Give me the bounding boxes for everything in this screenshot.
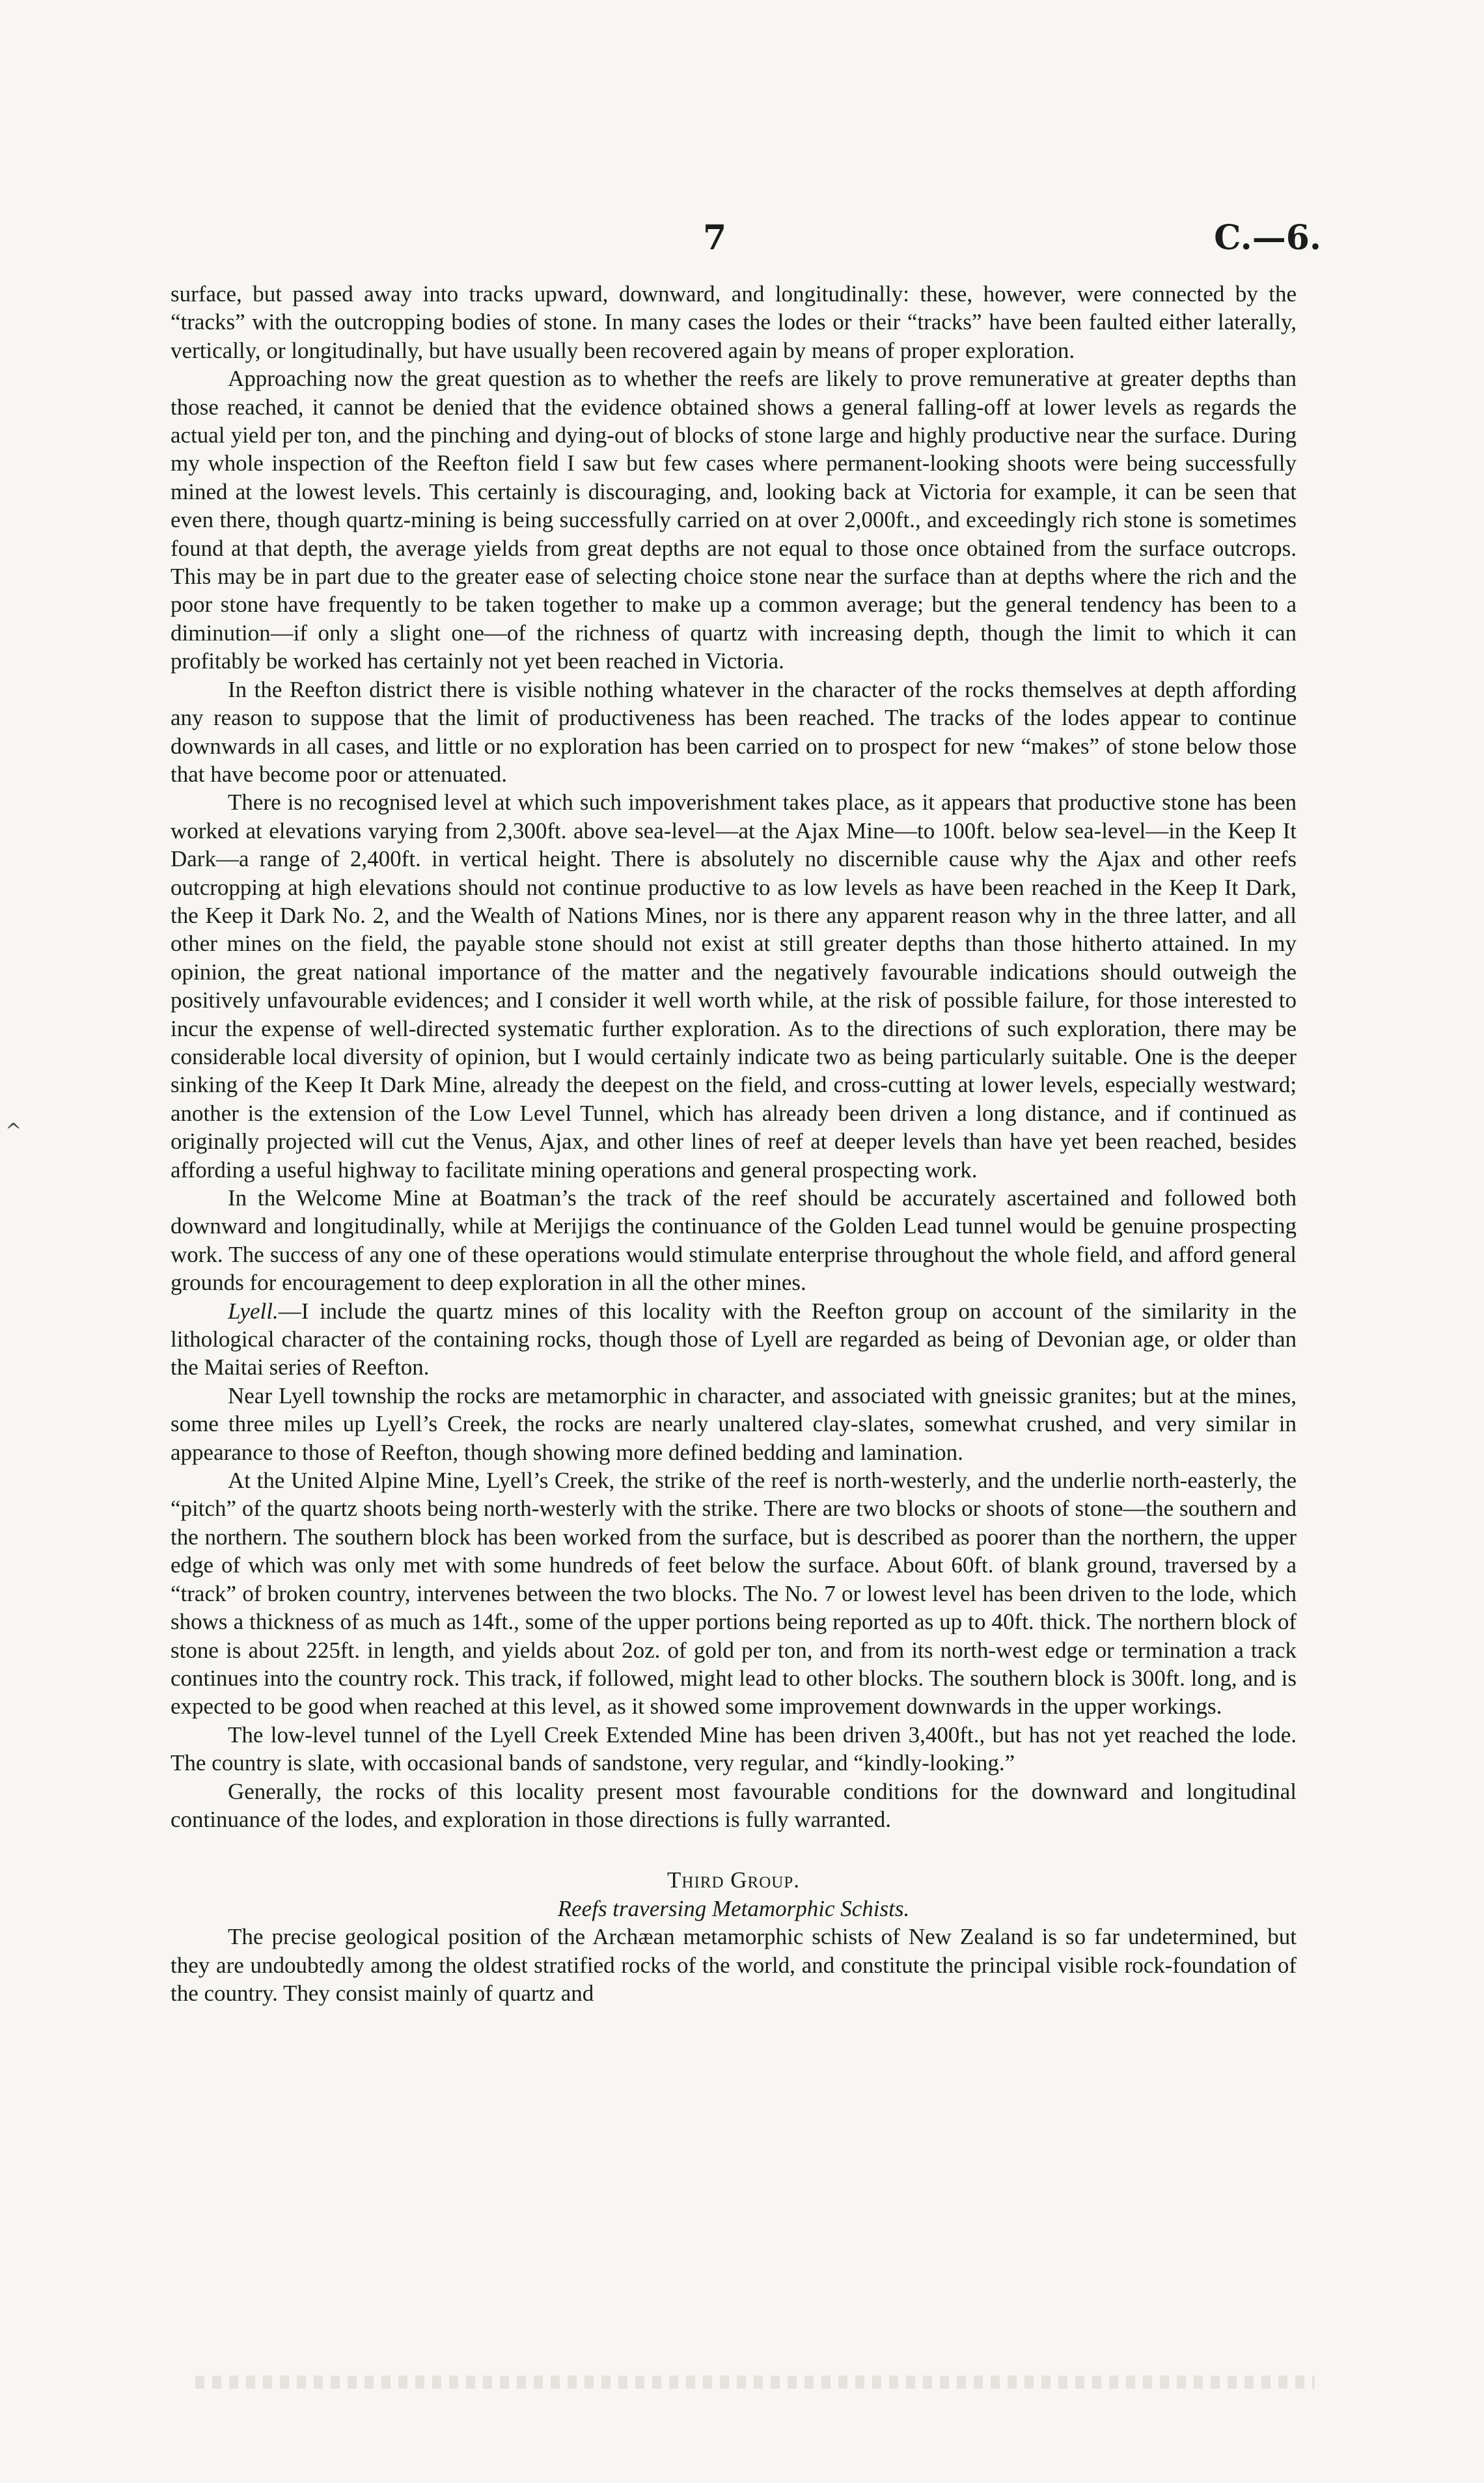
document-code: C.—6. (1214, 218, 1321, 258)
body-text (171, 280, 1297, 2007)
paragraph: At the United Alpine Mine, Lyell’s Creek, the strike of the reef is north-westerly, and the underlie north-easterly, the “pitch” of the quartz shoots being north-westerly with the strike. There are two blocks or shoots of stone—the southern and the northern. The southern block has been worked from the surface, but is described as poorer than the northern, the upper edge of which was only met with some hundreds of feet below the surface. About 60ft. of blank ground, traversed by a “track” of broken country, intervenes between the two blocks. The No. 7 or lowest level has been driven to the lode, which shows a thickness of as much as 14ft., some of the upper portions being reported as up to 40ft. thick. The northern block of stone is about 225ft. in length, and yields about 2oz. of gold per ton, and from its north-west edge or termination a track continues into the country rock. This track, if followed, might lead to other blocks. The southern block is 300ft. long, and is expected to be good when reached at this level, as it showed some improvement downwards in the upper workings. (171, 1468, 1297, 1720)
page-header (0, 218, 1484, 264)
bleed-through-artifact (195, 2376, 1315, 2389)
paragraph: There is no recognised level at which such impoverishment takes place, as it appears that productive stone has been worked at elevations varying from 2,300ft. above sea-level—at the Ajax Mine—to 100ft. below sea-level—in the Keep It Dark—a range of 2,400ft. in vertical height. There is absolutely no discernible cause why the Ajax and other reefs outcropping at high elevations should not continue productive to as low levels as have been reached in the Keep It Dark, the Keep it Dark No. 2, and the Wealth of Nations Mines, nor is there any apparent reason why in the three latter, and all other mines on the field, the payable stone should not exist at still greater depths than those hitherto attained. In my opinion, the great national importance of the matter and the negatively favourable indications should outweigh the positively unfavourable evidences; and I consider it well worth while, at the risk of possible failure, for those interested to incur the expense of well-directed systematic further exploration. As to the directions of such exploration, there may be considerable local diversity of opinion, but I would certainly indicate two as being particularly suitable. One is the deeper sinking of the Keep It Dark Mine, already the deepest on the field, and cross-cutting at lower levels, especially westward; another is the extension of the Low Level Tunnel, which has already been driven a long distance, and if continued as originally projected will cut the Venus, Ajax, and other lines of reef at deeper levels than have yet been reached, besides affording a useful highway to facilitate mining operations and general prospecting work. (171, 789, 1297, 1183)
paragraph: The precise geological position of the Archæan metamorphic schists of New Zealand is so far undetermined, but they are undoubtedly among the oldest stratified rocks of the world, and constitute the principal visible rock-foundation of the country. They consist mainly of quartz and (171, 1924, 1297, 2006)
page-number: 7 (703, 218, 727, 258)
paragraph: Generally, the rocks of this locality present most favourable conditions for the downward and longitudinal continuance of the lodes, and exploration in those directions is fully warranted. (171, 1778, 1297, 1832)
paragraph: Approaching now the great question as to whether the reefs are likely to prove remunerative at greater depths than those reached, it cannot be denied that the evidence obtained shows a general falling-off at lower levels as regards the actual yield per ton, and the pinching and dying-out of blocks of stone large and highly productive near the surface. During my whole inspection of the Reefton field I saw but few cases where permanent-looking shoots were being successfully mined at the lowest levels. This certainly is discouraging, and, looking back at Victoria for example, it can be seen that even there, though quartz-mining is being successfully carried on at over 2,000ft., and exceedingly rich stone is sometimes found at that depth, the average yields from great depths are not equal to those once obtained from the surface outcrops. This may be in part due to the greater ease of selecting choice stone near the surface than at depths where the rich and the poor stone have frequently to be taken together to make up a common average; but the general tendency has been to a diminution—if only a slight one—of the richness of quartz with increasing depth, though the limit to which it can profitably be worked has certainly not yet been reached in Victoria. (171, 366, 1297, 674)
lyell-text: —I include the quartz mines of this locality with the Reefton group on account of the similarity in the lithological character of the containing rocks, though those of Lyell are regarded as being of Devonian age, or older than the Maitai series of Reefton. (171, 1298, 1297, 1380)
paragraph: In the Welcome Mine at Boatman’s the track of the reef should be accurately ascertained and followed both downward and longitudinally, while at Merijigs the continuance of the Golden Lead tunnel would be genuine prospecting work. The success of any one of these operations would stimulate enterprise throughout the whole field, and afford general grounds for encouragement to deep exploration in all the other mines. (171, 1185, 1297, 1296)
lyell-paragraph (171, 1297, 1297, 1382)
lyell-label: Lyell. (228, 1298, 279, 1324)
paragraph: Near Lyell township the rocks are metamorphic in character, and associated with gneissic granites; but at the mines, some three miles up Lyell’s Creek, the rocks are nearly unaltered clay-slates, somewhat crushed, and very similar in appearance to those of Reefton, though showing more defined bedding and lamination. (171, 1382, 1297, 1465)
section-heading: Third Group. (667, 1867, 800, 1893)
paragraph: The low-level tunnel of the Lyell Creek Extended Mine has been driven 3,400ft., but has not yet reached the lode. The country is slate, with occasional bands of sandstone, very regular, and “kindly-looking.” (171, 1722, 1297, 1776)
section-subheading: Reefs traversing Metamorphic Schists. (557, 1895, 910, 1921)
margin-mark: ^ (5, 1119, 22, 1142)
paragraph: surface, but passed away into tracks upward, downward, and longitudinally: these, however, were connected by the “tracks” with the outcropping bodies of stone. In many cases the lodes or their “tracks” have been faulted either laterally, vertically, or longitudinally, but have usually been recovered again by means of proper exploration. (171, 281, 1297, 363)
section-heading-block (171, 1866, 1297, 1923)
paragraph: In the Reefton district there is visible nothing whatever in the character of the rocks themselves at depth affording any reason to suppose that the limit of productiveness has been reached. The tracks of the lodes appear to continue downwards in all cases, and little or no exploration has been carried on to prospect for new “makes” of stone below those that have become poor or attenuated. (171, 676, 1297, 787)
